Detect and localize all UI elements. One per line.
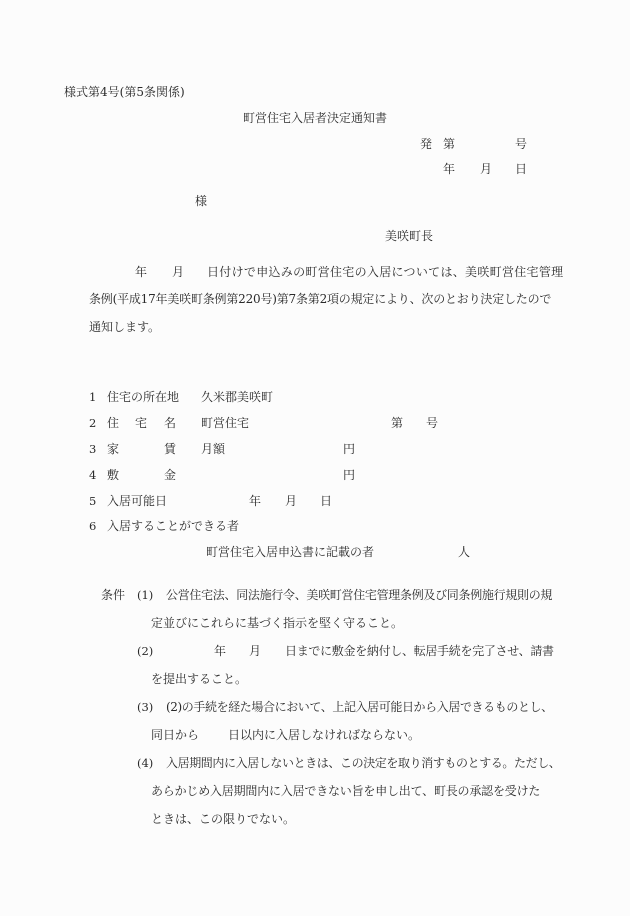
item-value: 町営住宅 xyxy=(201,416,250,430)
body-line3: 通知します。 xyxy=(89,320,161,334)
item-value: 久米郡美咲町 xyxy=(201,390,274,404)
item-number: 4 xyxy=(89,468,97,482)
condition-month: 月 xyxy=(249,644,262,658)
item-label-char: 家 xyxy=(107,442,120,456)
item-year: 年 xyxy=(249,494,262,508)
issue-prefix: 発 xyxy=(420,137,433,151)
condition-number: (1) xyxy=(137,588,154,602)
item-label: 住宅の所在地 xyxy=(107,390,180,404)
item-unit: 円 xyxy=(343,468,356,482)
item-unit: 人 xyxy=(458,545,471,559)
document-title: 町営住宅入居者決定通知書 xyxy=(243,111,388,125)
item-number: 3 xyxy=(89,442,97,456)
body-line1: 日付けで申込みの町営住宅の入居については、美咲町営住宅管理 xyxy=(207,265,564,279)
addressee-suffix: 様 xyxy=(195,194,208,208)
item-number: 1 xyxy=(89,390,97,404)
condition-text: (2)の手続を経た場合において、上記入居可能日から入居できるものとし、 xyxy=(166,700,553,714)
condition-text: 日までに敷金を納付し、転居手続を完了させ、請書 xyxy=(285,644,554,658)
item-dai: 第 xyxy=(391,416,404,430)
item-day: 日 xyxy=(320,494,333,508)
condition-number: (2) xyxy=(137,644,154,658)
condition-text: を提出すること。 xyxy=(151,672,248,686)
condition-text: 定並びにこれらに基づく指示を堅く守ること。 xyxy=(151,616,404,630)
condition-number: (4) xyxy=(137,756,154,770)
issuer: 美咲町長 xyxy=(385,229,434,243)
condition-number: (3) xyxy=(137,700,154,714)
item-month: 月 xyxy=(285,494,298,508)
issue-dai: 第 xyxy=(443,137,456,151)
item-label-char: 賃 xyxy=(164,442,177,456)
item-label-char: 敷 xyxy=(107,468,120,482)
item-unit: 円 xyxy=(343,442,356,456)
issue-day: 日 xyxy=(515,162,528,176)
condition-year: 年 xyxy=(214,644,227,658)
condition-text: あらかじめ入居期間内に入居できない旨を申し出て、町長の承認を受けた xyxy=(151,784,541,798)
conditions-heading: 条件 xyxy=(101,588,126,602)
body-year: 年 xyxy=(135,265,148,279)
item-label: 入居することができる者 xyxy=(107,519,240,533)
body-month: 月 xyxy=(172,265,185,279)
item-sub: 町営住宅入居申込書に記載の者 xyxy=(206,545,375,559)
item-number: 2 xyxy=(89,416,97,430)
condition-text: 同日から xyxy=(151,728,200,742)
item-label-char: 金 xyxy=(164,468,177,482)
condition-text: 入居期間内に入居しないときは、この決定を取り消すものとする。ただし、 xyxy=(166,756,561,770)
issue-year: 年 xyxy=(443,162,456,176)
form-label: 様式第4号(第5条関係) xyxy=(64,85,185,99)
item-number: 5 xyxy=(89,494,97,508)
issue-go: 号 xyxy=(515,137,528,151)
condition-text: 日以内に入居しなければならない。 xyxy=(228,728,421,742)
body-line2: 条例(平成17年美咲町条例第220号)第7条第2項の規定により、次のとおり決定したので xyxy=(89,292,552,306)
item-label-char: 名 xyxy=(164,416,177,430)
item-label: 入居可能日 xyxy=(107,494,168,508)
item-number: 6 xyxy=(89,519,97,533)
condition-text: 公営住宅法、同法施行令、美咲町営住宅管理条例及び同条例施行規則の規 xyxy=(166,588,553,602)
condition-text: ときは、この限りでない。 xyxy=(151,812,296,826)
item-go: 号 xyxy=(426,416,439,430)
issue-month: 月 xyxy=(480,162,493,176)
item-label-char: 宅 xyxy=(135,416,148,430)
item-label-char: 住 xyxy=(107,416,120,430)
item-value: 月額 xyxy=(201,442,226,456)
